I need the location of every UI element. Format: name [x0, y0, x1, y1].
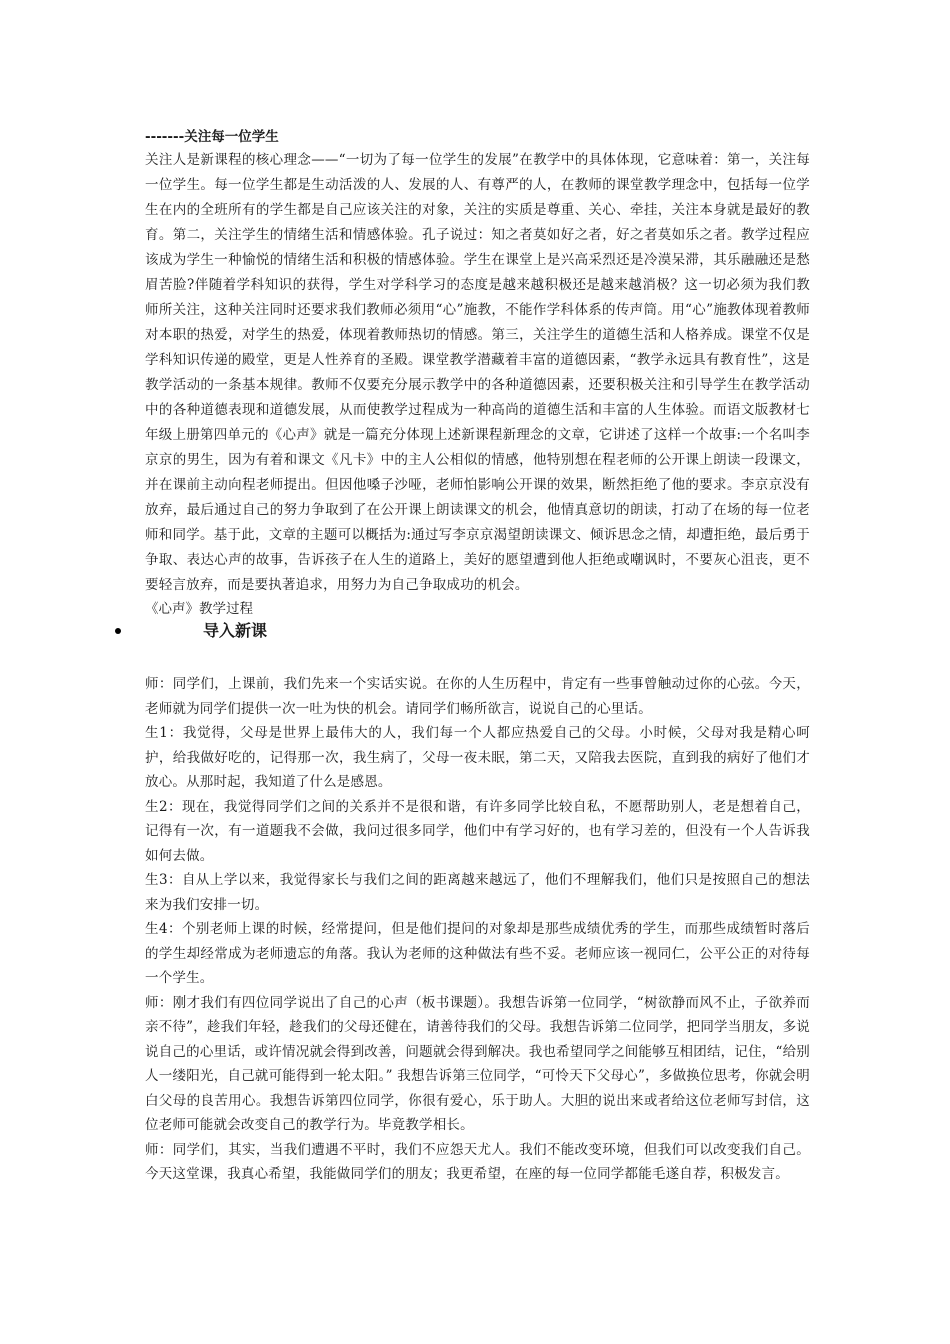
dialog-line-student-2: 生2：现在，我觉得同学们之间的关系并不是很和谐，有许多同学比较自私，不愿帮助别人，老是想着自己，记得有一次，有一道题我不会做，我问过很多同学，他们中有学习好的，也有学习差的，但没有一个人告诉我如何去做。: [145, 798, 810, 864]
document-page: [145, 126, 810, 1187]
lesson-subtitle: 《心声》教学过程: [145, 601, 253, 617]
dialog-line-student-1: 生1：我觉得，父母是世界上最伟大的人，我们每一个人都应热爱自己的父母。小时候，父母对我是精心呵护，给我做好吃的，记得那一次，我生病了，父母一夜未眠，第二天，又陪我去医院，直到我的病好了他们才放心。从那时起，我知道了什么是感恩。: [145, 725, 810, 790]
dialog-line-teacher-3: 师：同学们，其实，当我们遭遇不平时，我们不应怨天尤人。我们不能改变环境，但我们可以改变我们自己。今天这堂课，我真心希望，我能做同学们的朋友；我更希望，在座的每一位同学都能毛遂自荐，积极发言。: [145, 1141, 810, 1182]
section-title: 导入新课: [203, 621, 268, 640]
section-heading-row: [145, 621, 810, 654]
dialog-line-student-4: 生4：个别老师上课的时候，经常提问，但是他们提问的对象却是那些成绩优秀的学生，而那些成绩暂时落后的学生却经常成为老师遗忘的角落。我认为老师的这种做法有些不妥。老师应该一视同仁，公平公正的对待每一个学生。: [145, 921, 810, 986]
dialog-line-student-3: 生3：自从上学以来，我觉得家长与我们之间的距离越来越远了，他们不理解我们，他们只是按照自己的想法来为我们安排一切。: [145, 872, 810, 913]
dialog-line-teacher-2: 师：刚才我们有四位同学说出了自己的心声（板书课题）。我想告诉第一位同学，“树欲静而风不止，子欲养而亲不待”，趁我们年轻，趁我们的父母还健在，请善待我们的父母。我想告诉第二位同学，把同学当朋友，多说说自己的心里话，或许情况就会得到改善，问题就会得到解决。我也希望同学之间能够互相团结，记住，“给别人一缕阳光，自己就可能得到一轮太阳。” 我想告诉第三位同学，“可怜天下父母心”，多做换位思考，你就会明白父母的良苦用心。我想告诉第四位同学，你很有爱心，乐于助人。大胆的说出来或者给这位老师写封信，这位老师可能就会改变自己的教学行为。毕竟教学相长。: [145, 994, 810, 1133]
dialog-block: [145, 672, 810, 1187]
intro-body: 关注人是新课程的核心理念——“一切为了每一位学生的发展”在教学中的具体体现，它意味着：第一，关注每一位学生。每一位学生都是生动活泼的人、发展的人、有尊严的人，在教师的课堂教学理念中，包括每一位学生在内的全班所有的学生都是自己应该关注的对象，关注的实质是尊重、关心、牵挂，关注本身就是最好的教育。第二，关注学生的情绪生活和情感体验。孔子说过：知之者莫如好之者，好之者莫如乐之者。教学过程应该成为学生一种愉悦的情绪生活和积极的情感体验。学生在课堂上是兴高采烈还是冷漠呆滞，其乐融融还是愁眉苦脸?伴随着学科知识的获得，学生对学科学习的态度是越来越积极还是越来越消极？这一切必须为我们教师所关注，这种关注同时还要求我们教师必须用“心”施教，不能作学科体系的传声筒。用“心”施教体现着教师对本职的热爱，对学生的热爱，体现着教师热切的情感。第三，关注学生的道德生活和人格养成。课堂不仅是学科知识传递的殿堂，更是人性养育的圣殿。课堂教学潜藏着丰富的道德因素，“教学永远具有教育性”，这是教学活动的一条基本规律。教师不仅要充分展示教学中的各种道德因素，还要积极关注和引导学生在教学活动中的各种道德表现和道德发展，从而使教学过程成为一种高尚的道德生活和丰富的人生体验。而语文版教材七年级上册第四单元的《心声》就是一篇充分体现上述新课程新理念的文章，它讲述了这样一个故事:一个名叫李京京的男生，因为有着和课文《凡卡》中的主人公相似的情感，他特别想在程老师的公开课上朗读一段课文，并在课前主动向程老师提出。但因他嗓子沙哑，老师怕影响公开课的效果，断然拒绝了他的要求。李京京没有放弃，最后通过自己的努力争取到了在公开课上朗读课文的机会，他情真意切的朗读，打动了在场的每一位老师和同学。基于此，文章的主题可以概括为:通过写李京京渴望朗读课文、倾诉思念之情，却遭拒绝，最后勇于争取、表达心声的故事，告诉孩子在人生的道路上，美好的愿望遭到他人拒绝或嘲讽时，不要灰心沮丧，更不要轻言放弃，而是要执著追求，用努力为自己争取成功的机会。: [145, 152, 810, 593]
dialog-line-teacher-1: 师：同学们，上课前，我们先来一个实话实说。在你的人生历程中，肯定有一些事曾触动过你的心弦。今天，老师就为同学们提供一次一吐为快的机会。请同学们畅所欲言，说说自己的心里话。: [145, 676, 810, 717]
intro-heading: -------关注每一位学生: [145, 129, 279, 145]
bullet-icon: [115, 628, 121, 634]
